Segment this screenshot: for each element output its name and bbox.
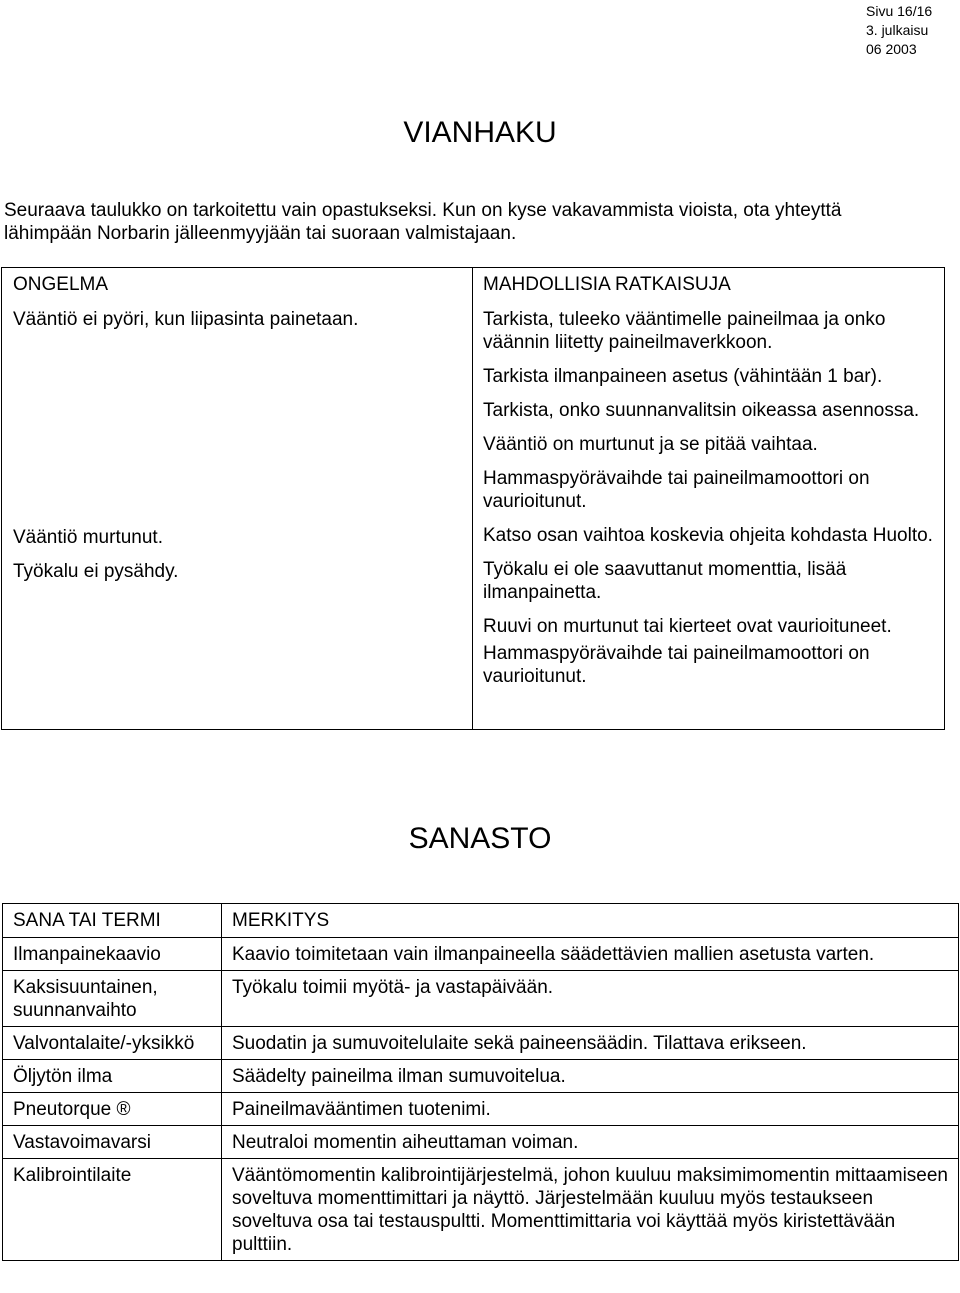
solution-item: Tarkista, tuleeko vääntimelle paineilmaa ja onko väännin liitetty paineilmaverkkoon. bbox=[483, 309, 886, 353]
table-row bbox=[3, 1159, 959, 1261]
glossary-header-row bbox=[3, 904, 959, 938]
glossary-meaning: Työkalu toimii myötä- ja vastapäivään. bbox=[222, 971, 959, 1027]
solution-item: Katso osan vaihtoa koskevia ohjeita kohdasta Huolto. bbox=[483, 525, 933, 546]
glossary-meaning: Neutraloi momentin aiheuttaman voiman. bbox=[222, 1126, 959, 1159]
solutions-column bbox=[473, 268, 945, 730]
glossary-term: Valvontalaite/-yksikkö bbox=[3, 1027, 222, 1060]
table-row bbox=[3, 971, 959, 1027]
solution-item: Ruuvi on murtunut tai kierteet ovat vaurioituneet. bbox=[483, 616, 892, 637]
glossary-meaning: Säädelty paineilma ilman sumuvoitelua. bbox=[222, 1060, 959, 1093]
glossary-meaning: Suodatin ja sumuvoitelulaite sekä paineensäädin. Tilattava erikseen. bbox=[222, 1027, 959, 1060]
glossary-meaning: Vääntömomentin kalibrointijärjestelmä, johon kuuluu maksimimomentin mittaamiseen soveltuva momenttimittari ja näyttö. Järjestelmään kuuluu myös testaukseen soveltuva osa tai testauspultti. Momenttimittaria voi käyttää myös kiristettävään pulttiin. bbox=[222, 1159, 959, 1261]
edition: 3. julkaisu bbox=[866, 22, 929, 38]
glossary-term: Pneutorque ® bbox=[3, 1093, 222, 1126]
solution-item: Työkalu ei ole saavuttanut momenttia, lisää ilmanpainetta. bbox=[483, 559, 847, 603]
solution-item: Tarkista ilmanpaineen asetus (vähintään 1 bar). bbox=[483, 366, 883, 387]
solution-item: Tarkista, onko suunnanvalitsin oikeassa asennossa. bbox=[483, 400, 920, 421]
term-column-header: SANA TAI TERMI bbox=[3, 904, 222, 938]
publication-date: 06 2003 bbox=[866, 41, 917, 57]
glossary-meaning: Paineilmavääntimen tuotenimi. bbox=[222, 1093, 959, 1126]
glossary-term: Vastavoimavarsi bbox=[3, 1126, 222, 1159]
solutions-header: MAHDOLLISIA RATKAISUJA bbox=[483, 274, 731, 295]
table-row bbox=[3, 1027, 959, 1060]
glossary-table bbox=[2, 903, 959, 1261]
problem-item: Vääntiö murtunut. bbox=[13, 527, 163, 548]
problem-column bbox=[2, 268, 473, 730]
solution-item: Vääntiö on murtunut ja se pitää vaihtaa. bbox=[483, 434, 818, 455]
table-row bbox=[3, 938, 959, 971]
glossary-title: SANASTO bbox=[408, 822, 552, 855]
problem-item: Vääntiö ei pyöri, kun liipasinta painetaan. bbox=[13, 309, 359, 330]
troubleshooting-table bbox=[1, 267, 945, 730]
glossary-term: Öljytön ilma bbox=[3, 1060, 222, 1093]
page-header bbox=[866, 2, 932, 59]
glossary-meaning: Kaavio toimitetaan vain ilmanpaineella säädettävien mallien asetusta varten. bbox=[222, 938, 959, 971]
solution-item: Hammaspyörävaihde tai paineilmamoottori on vaurioitunut. bbox=[483, 468, 870, 512]
meaning-column-header: MERKITYS bbox=[222, 904, 959, 938]
table-row bbox=[3, 1093, 959, 1126]
table-row bbox=[3, 1060, 959, 1093]
problem-item: Työkalu ei pysähdy. bbox=[13, 561, 179, 582]
solution-item: Hammaspyörävaihde tai paineilmamoottori on vaurioitunut. bbox=[483, 643, 870, 687]
glossary-term: Kaksisuuntainen, suunnanvaihto bbox=[3, 971, 222, 1027]
page-number: Sivu 16/16 bbox=[866, 3, 933, 19]
troubleshooting-intro: Seuraava taulukko on tarkoitettu vain opastukseksi. Kun on kyse vakavammista vioista, ota yhteyttä lähimpään Norbarin jälleenmyyjään tai suoraan valmistajaan. bbox=[4, 200, 842, 244]
glossary-term: Ilmanpainekaavio bbox=[3, 938, 222, 971]
table-row bbox=[3, 1126, 959, 1159]
problem-header: ONGELMA bbox=[13, 274, 109, 295]
glossary-term: Kalibrointilaite bbox=[3, 1159, 222, 1261]
troubleshooting-title: VIANHAKU bbox=[403, 116, 557, 149]
